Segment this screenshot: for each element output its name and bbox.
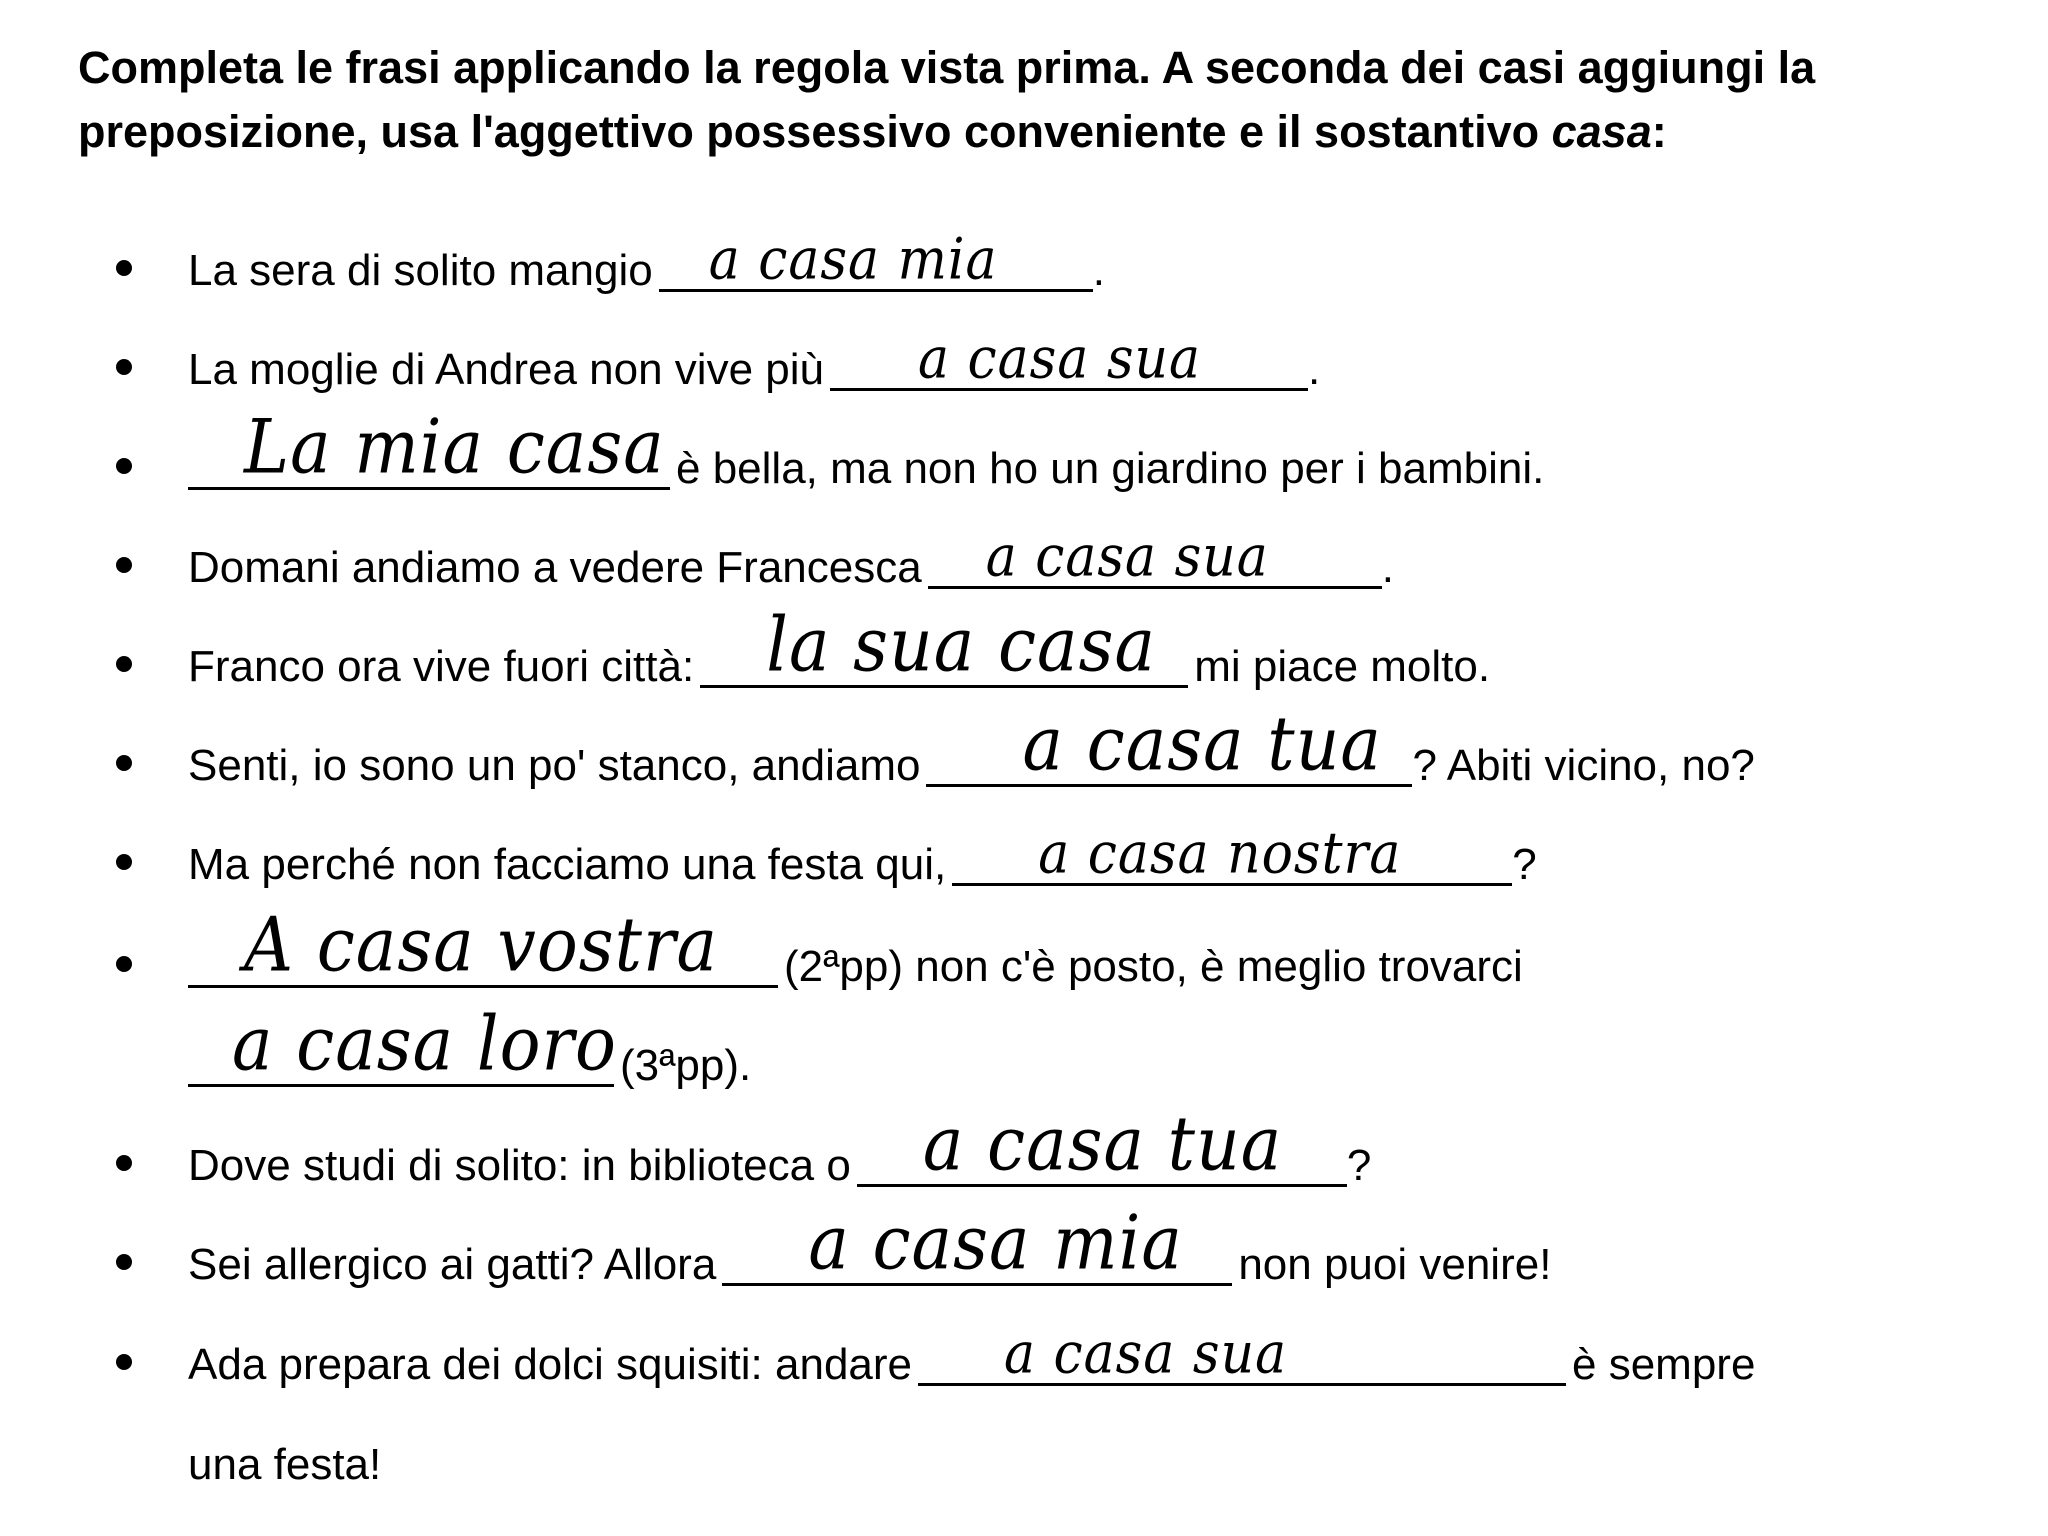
sentence-text-before: Domani andiamo a vedere Francesca <box>188 543 922 592</box>
answer-blank <box>722 1200 1232 1287</box>
answer-blank <box>188 902 778 989</box>
sentence-line <box>188 821 1537 894</box>
sentence-line <box>182 902 1523 996</box>
sentence-text-before: Sei allergico ai gatti? Allora <box>188 1240 717 1289</box>
sentence-line <box>182 1001 752 1095</box>
sentence-text-before: Senti, io sono un po' stanco, andiamo <box>188 741 921 790</box>
sentence-text-after: è sempre <box>1572 1340 1756 1389</box>
answer-blank <box>700 602 1188 689</box>
handwritten-answer: a casa sua <box>1004 1321 1288 1387</box>
instructions-text: Completa le frasi applicando la regola vista prima. A seconda dei casi aggiungi la preposizione, usa l'aggettivo possessivo conveniente e il sostantivo <box>78 42 1816 157</box>
sentence-text-after: ? <box>1346 1141 1372 1190</box>
sentence-text-after: è bella, ma non ho un giardino per i bambini. <box>676 444 1545 493</box>
sentence-text-before: Dove studi di solito: in biblioteca o <box>188 1141 851 1190</box>
sentence-text-after: . <box>1307 345 1321 394</box>
handwritten-answer: a casa mia <box>708 227 998 293</box>
bullet-icon <box>116 557 132 573</box>
bullet-icon <box>116 359 132 375</box>
sentence-text-after: ? Abiti vicino, no? <box>1412 741 1755 790</box>
handwritten-answer: a casa tua <box>1022 701 1382 788</box>
sentence-text-after: mi piace molto. <box>1194 642 1491 691</box>
instructions-italic-word: casa <box>1551 106 1652 157</box>
handwritten-answer: A casa vostra <box>244 902 719 989</box>
sentence-line <box>188 1321 1756 1394</box>
handwritten-answer: a casa mia <box>808 1200 1183 1287</box>
sentence-line <box>188 602 1491 696</box>
sentence-text-before: La moglie di Andrea non vive più <box>188 345 824 394</box>
bullet-icon <box>116 260 132 276</box>
sentence-line <box>188 1101 1372 1195</box>
sentence-text-before: La sera di solito mangio <box>188 246 653 295</box>
answer-blank <box>918 1321 1566 1387</box>
answer-blank <box>952 821 1512 887</box>
sentence-text-after: (3ªpp). <box>620 1041 752 1090</box>
answer-blank <box>188 1001 617 1088</box>
bullet-icon <box>116 1254 132 1270</box>
handwritten-answer: a casa loro <box>232 1001 617 1088</box>
answer-blank <box>830 326 1308 392</box>
sentence-text-before: Ma perché non facciamo una festa qui, <box>188 840 947 889</box>
sentence-line <box>188 326 1321 399</box>
sentence-line <box>188 227 1105 300</box>
sentence-line <box>182 404 1545 498</box>
bullet-icon <box>116 854 132 870</box>
handwritten-answer: a casa nostra <box>1038 821 1402 887</box>
bullet-icon <box>116 1354 132 1370</box>
sentence-line <box>188 701 1755 795</box>
bullet-icon <box>116 656 132 672</box>
instructions-colon: : <box>1651 106 1667 157</box>
sentence-line <box>188 1430 381 1494</box>
sentence-text-after: non puoi venire! <box>1238 1240 1552 1289</box>
handwritten-answer: La mia casa <box>244 404 665 491</box>
handwritten-answer: a casa sua <box>985 524 1269 590</box>
handwritten-answer: la sua casa <box>766 602 1157 689</box>
sentence-text-after: . <box>1381 543 1394 592</box>
answer-blank <box>659 227 1093 293</box>
sentence-text-before: Franco ora vive fuori città: <box>188 642 695 691</box>
handwritten-answer: a casa sua <box>917 326 1202 392</box>
sentence-line <box>188 524 1394 597</box>
answer-blank <box>857 1101 1347 1188</box>
sentence-text-after: . <box>1092 246 1105 295</box>
bullet-icon <box>116 458 132 474</box>
handwritten-answer: a casa tua <box>922 1101 1283 1188</box>
sentence-text-before: Ada prepara dei dolci squisiti: andare <box>188 1340 913 1389</box>
sentence-line <box>188 1200 1552 1294</box>
sentence-text-before: una festa! <box>188 1440 382 1489</box>
bullet-icon <box>116 956 132 972</box>
answer-blank <box>928 524 1382 590</box>
answer-blank <box>188 404 670 491</box>
answer-blank <box>926 701 1412 788</box>
bullet-icon <box>116 1155 132 1171</box>
sentence-text-after: (2ªpp) non c'è posto, è meglio trovarci <box>784 942 1523 991</box>
bullet-icon <box>116 755 132 771</box>
sentence-text-after: ? <box>1512 840 1537 889</box>
